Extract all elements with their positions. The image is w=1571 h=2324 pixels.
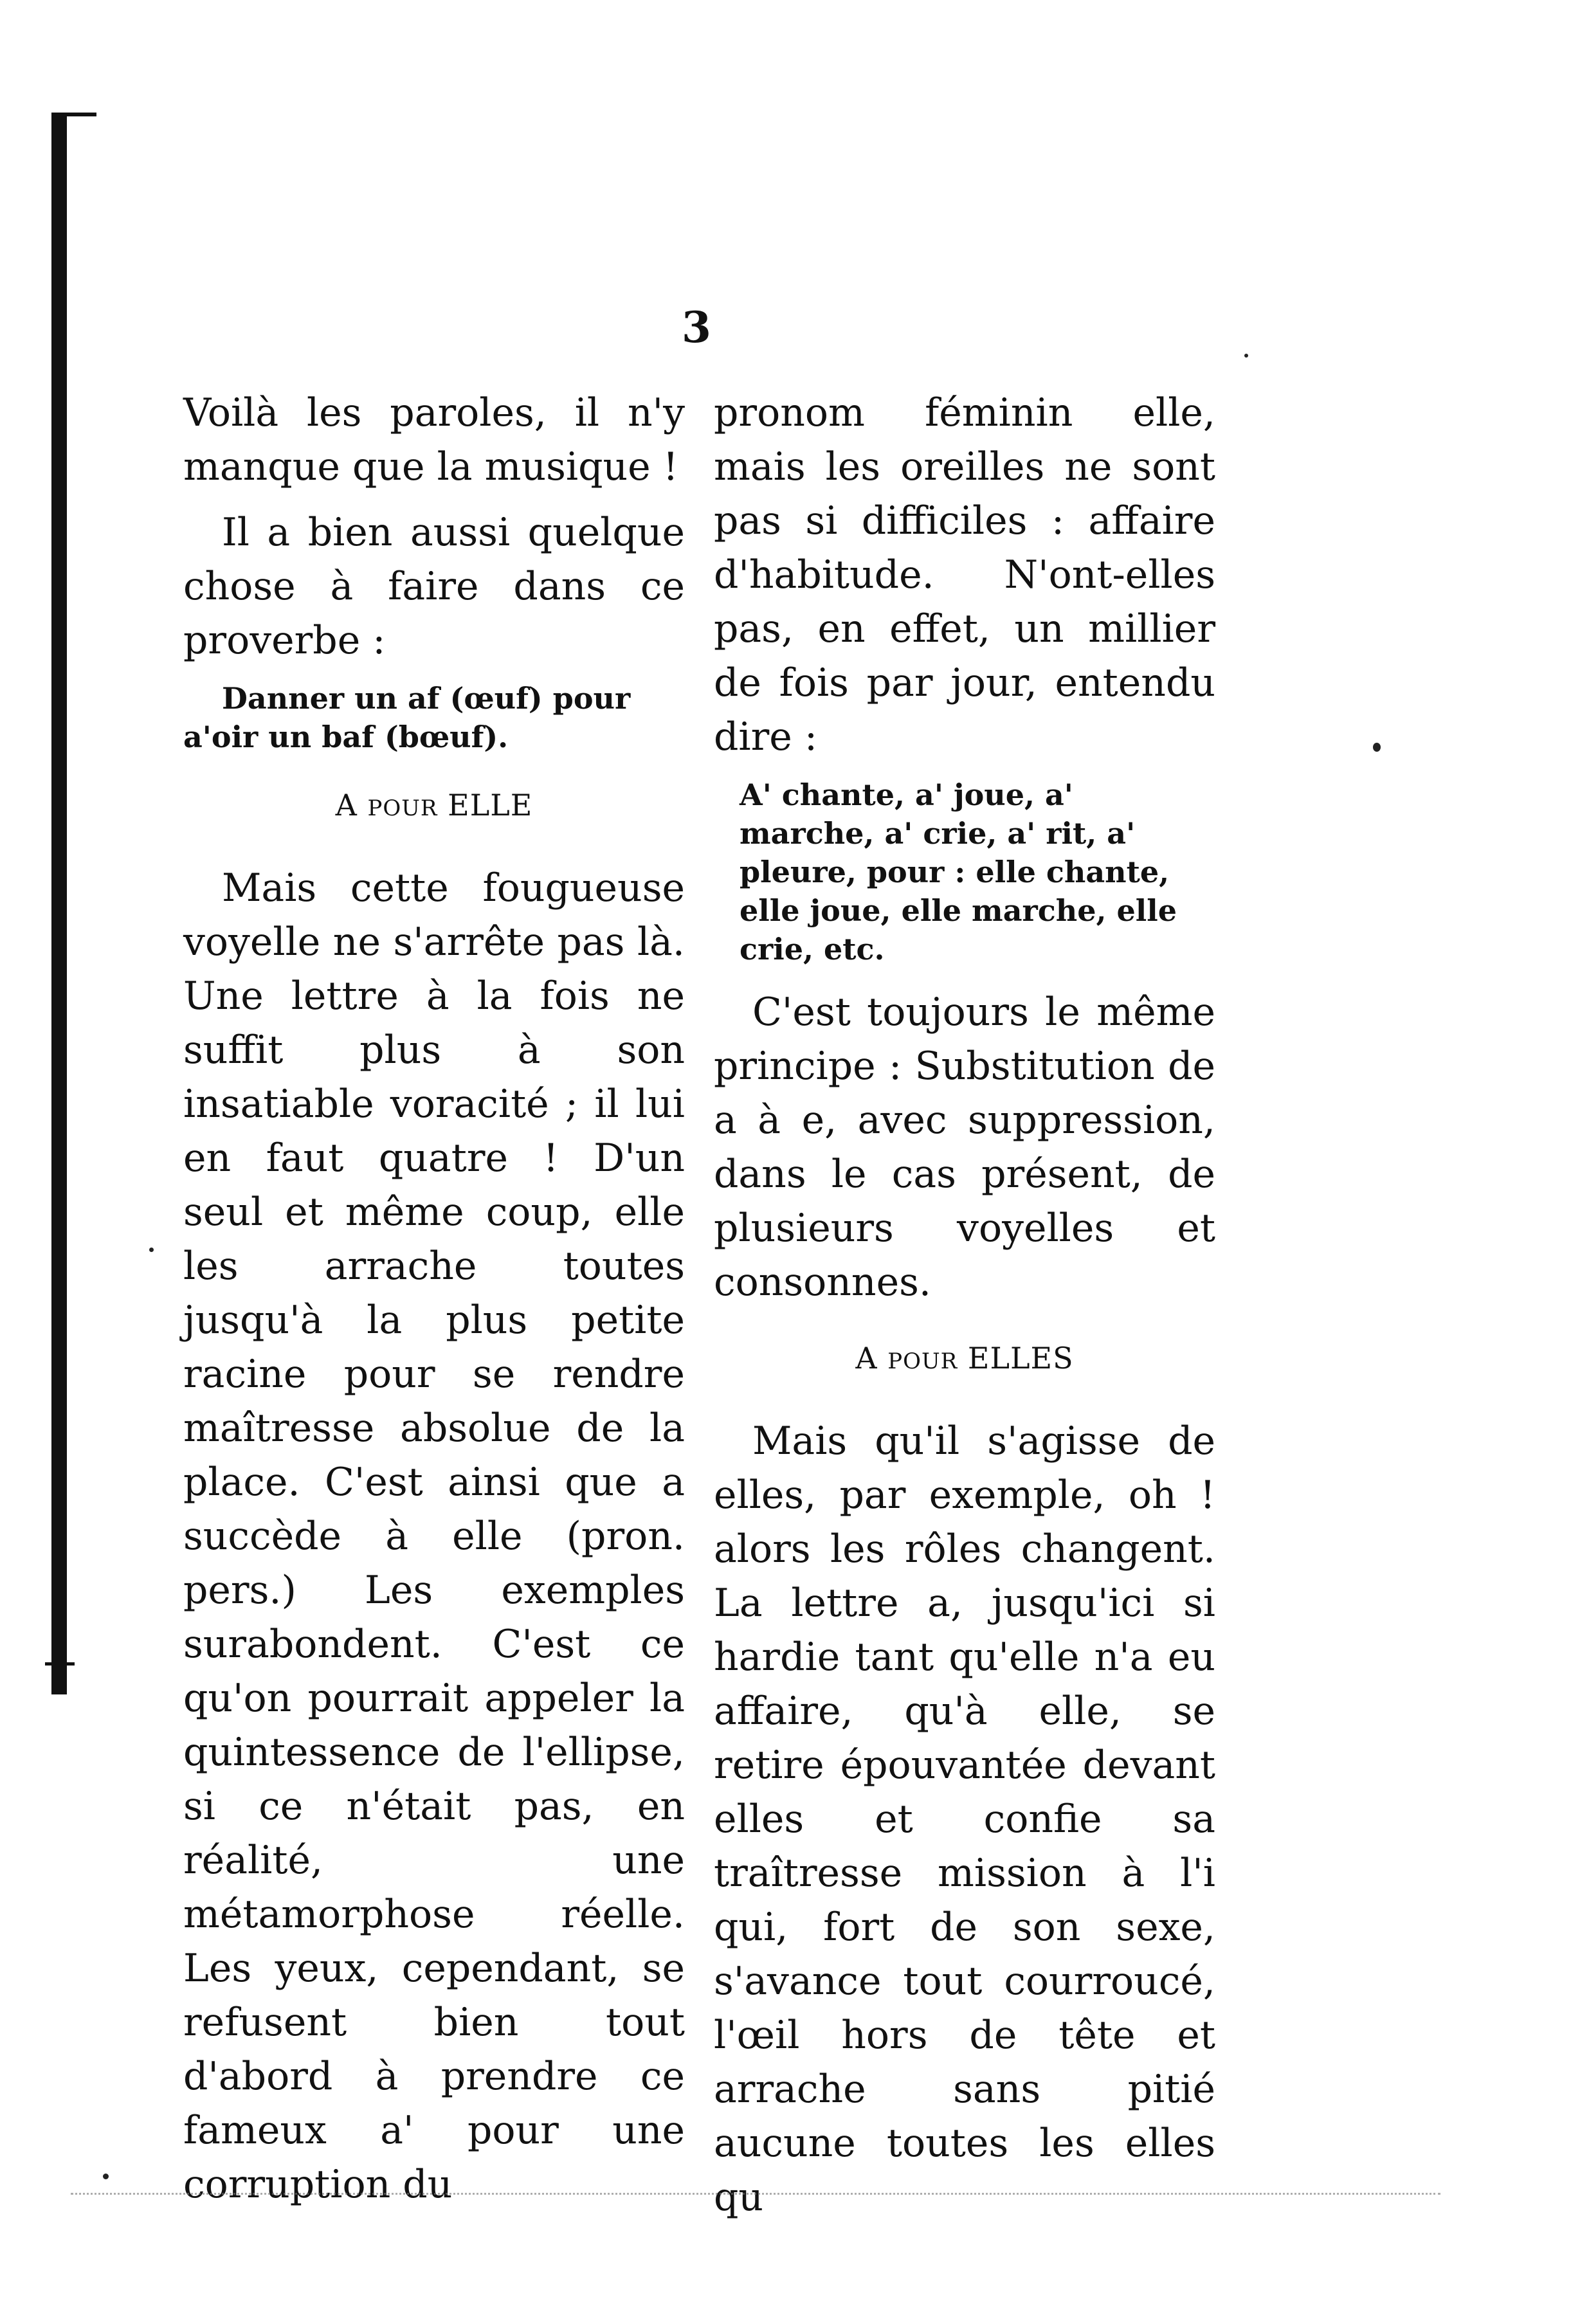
scan-speck — [103, 2174, 109, 2179]
left-column — [183, 386, 685, 2223]
heading-part: A — [855, 1341, 878, 1375]
binding-edge-bottom-mark — [45, 1662, 75, 1666]
scan-speck — [149, 1248, 154, 1252]
page-number: 3 — [682, 302, 711, 352]
right-column — [714, 386, 1215, 2236]
paragraph: Mais cette fougueuse voyelle ne s'arrête pas là. Une lettre à la fois ne suffit plus à son insatiable voracité ; il lui en faut quatre ! D'un seul et même coup, elle les arrache toutes jusqu'à la plus petite racine pour se rendre maîtresse absolue de la place. C'est ainsi que a succède à elle (pron. pers.) Les exemples surabondent. C'est ce qu'on pourrait appeler la quintessence de l'ellipse, si ce n'était pas, en réalité, une métamorphose réelle. Les yeux, cependant, se refusent bien tout d'abord à prendre ce fameux a' pour une corruption du — [183, 866, 685, 2207]
section-heading — [714, 1331, 1215, 1388]
binding-edge-top-mark — [51, 113, 96, 116]
scan-speck — [1244, 354, 1248, 358]
section-heading — [183, 778, 685, 835]
heading-part: POUR — [887, 1348, 958, 1374]
heading-part: ELLE — [448, 788, 533, 822]
binding-edge — [51, 113, 67, 1694]
quote-line: a'oir un baf (bœuf). — [183, 720, 509, 754]
paragraph: Mais qu'il s'agisse de elles, par exemple, oh ! alors les rôles changent. La lettre a, jusqu'ici si hardie tant qu'elle n'a eu affaire, qu'à elle, se retire épouvantée devant elles et confie sa traîtresse mission à l'i qui, fort de son sexe, s'avance tout courroucé, l'œil hors de tête et arrache sans pitié aucune toutes les elles qu — [714, 1419, 1215, 2220]
scan-speck — [1373, 743, 1381, 752]
heading-part: ELLES — [967, 1341, 1074, 1375]
quote-line: Danner un af (œuf) pour — [222, 681, 631, 716]
paragraph: pronom féminin elle, mais les oreilles ne sont pas si difficiles : affaire d'habitude. N'ont-elles pas, en effet, un millier de fois par jour, entendu dire : — [714, 390, 1215, 759]
scan-noise — [71, 2193, 1440, 2220]
heading-part: POUR — [367, 795, 438, 821]
quoted-proverb — [183, 679, 685, 756]
quoted-example: A' chante, a' joue, a' marche, a' crie, a' rit, a' pleure, pour : elle chante, elle joue, elle marche, elle crie, etc. — [740, 777, 1177, 967]
paragraph: Il a bien aussi quelque chose à faire dans ce proverbe : — [183, 510, 685, 663]
heading-part: A — [335, 788, 358, 822]
paragraph: Voilà les paroles, il n'y manque que la musique ! — [183, 390, 685, 489]
paragraph: C'est toujours le même principe : Substitution de a à e, avec suppression, dans le cas présent, de plusieurs voyelles et consonnes. — [714, 990, 1215, 1305]
